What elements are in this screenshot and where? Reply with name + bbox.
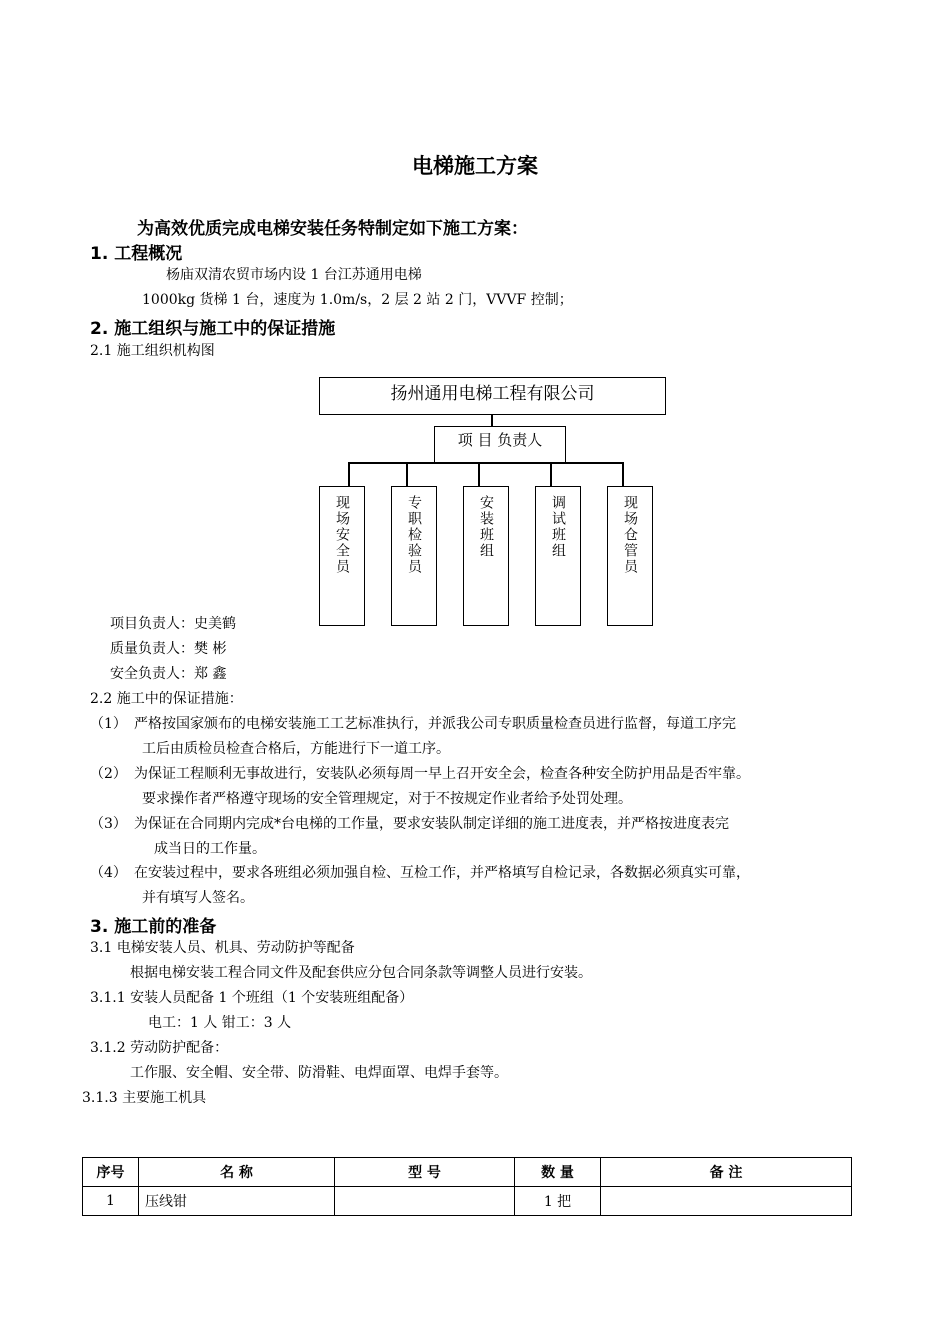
- measure-line: 工后由质检员检查合格后，方能进行下一道工序。: [142, 741, 450, 757]
- s3-sub1-text: 根据电梯安装工程合同文件及配套供应分包合同条款等调整人员进行安装。: [130, 965, 592, 981]
- section2-heading: 2. 施工组织与施工中的保证措施: [90, 319, 336, 339]
- org-unit-label: 调试班组: [550, 495, 566, 559]
- s2-sub2: 2.2 施工中的保证措施：: [90, 691, 243, 707]
- measure-line: 为保证工程顺利无事故进行，安装队必须每周一早上召开安全会，检查各种安全防护用品是否牢靠。: [134, 766, 750, 782]
- equipment-table: [82, 1157, 852, 1216]
- org-connector: [622, 462, 624, 487]
- s1-line2: 1000kg 货梯 1 台，速度为 1.0m/s，2 层 2 站 2 门，VVVF 控制；: [142, 292, 573, 308]
- measure-line: 成当日的工作量。: [154, 841, 266, 857]
- table-cell: 1 把: [515, 1187, 601, 1216]
- org-manager-label: 项 目 负责人: [457, 431, 543, 449]
- s3-sub1: 3.1 电梯安装人员、机具、劳动防护等配备: [90, 940, 355, 956]
- section1-heading: 1. 工程概况: [90, 244, 183, 264]
- table-cell: [601, 1187, 852, 1216]
- org-unit-box: [535, 486, 581, 626]
- table-header-row: [83, 1158, 852, 1187]
- measure-number: （1）: [90, 716, 127, 732]
- org-unit-label: 安装班组: [478, 495, 494, 559]
- person-line: 项目负责人：史美鹤: [110, 616, 236, 632]
- org-connector: [406, 462, 408, 487]
- measure-number: （2）: [90, 766, 127, 782]
- s3-sub13: 3.1.3 主要施工机具: [82, 1090, 207, 1106]
- person-line: 质量负责人：樊 彬: [110, 641, 227, 657]
- measure-line: 为保证在合同期内完成*台电梯的工作量，要求安装队制定详细的施工进度表，并严格按进度表完: [134, 816, 729, 832]
- intro: 为高效优质完成电梯安装任务特制定如下施工方案：: [137, 219, 528, 239]
- org-connector: [478, 462, 480, 487]
- s2-sub1: 2.1 施工组织机构图: [90, 343, 215, 359]
- org-manager-box: [434, 426, 566, 464]
- s1-line1: 杨庙双清农贸市场内设 1 台江苏通用电梯: [166, 267, 422, 283]
- page-title: 电梯施工方案: [412, 154, 538, 178]
- measure-line: 严格按国家颁布的电梯安装施工工艺标准执行，并派我公司专职质量检查员进行监督，每道工序完: [134, 716, 736, 732]
- org-connector: [550, 462, 552, 487]
- table-header-cell: 型 号: [335, 1158, 515, 1187]
- org-unit-label: 专职检验员: [406, 495, 422, 575]
- measure-line: 并有填写人签名。: [142, 890, 254, 906]
- section3-heading: 3. 施工前的准备: [90, 917, 217, 937]
- org-unit-box: [391, 486, 437, 626]
- org-unit-box: [319, 486, 365, 626]
- measure-number: （4）: [90, 865, 127, 881]
- table-cell: 压线钳: [139, 1187, 335, 1216]
- org-company-box: [319, 377, 666, 415]
- s3-sub12-text: 工作服、安全帽、安全带、防滑鞋、电焊面罩、电焊手套等。: [130, 1065, 508, 1081]
- org-unit-box: [463, 486, 509, 626]
- measure-line: 要求操作者严格遵守现场的安全管理规定，对于不按规定作业者给予处罚处理。: [142, 791, 632, 807]
- measure-line: 在安装过程中，要求各班组必须加强自检、互检工作，并严格填写自检记录，各数据必须真实可靠，: [134, 865, 750, 881]
- org-unit-box: [607, 486, 653, 626]
- org-unit-label: 现场安全员: [334, 495, 350, 575]
- table-header-cell: 备 注: [601, 1158, 852, 1187]
- table-header-cell: 数 量: [515, 1158, 601, 1187]
- table-cell: [335, 1187, 515, 1216]
- org-hline: [348, 462, 622, 464]
- s3-sub12: 3.1.2 劳动防护配备：: [90, 1040, 229, 1056]
- s3-sub11-text: 电工：1 人 钳工：3 人: [148, 1015, 292, 1031]
- org-company-label: 扬州通用电梯工程有限公司: [390, 384, 595, 404]
- person-line: 安全负责人：郑 鑫: [110, 666, 227, 682]
- table-header-cell: 序号: [83, 1158, 139, 1187]
- org-unit-label: 现场仓管员: [622, 495, 638, 575]
- measure-number: （3）: [90, 816, 127, 832]
- org-connector: [348, 462, 350, 487]
- table-cell: 1: [83, 1187, 139, 1216]
- table-row: [83, 1187, 852, 1216]
- table-header-cell: 名 称: [139, 1158, 335, 1187]
- s3-sub11: 3.1.1 安装人员配备 1 个班组（1 个安装班组配备）: [90, 990, 414, 1006]
